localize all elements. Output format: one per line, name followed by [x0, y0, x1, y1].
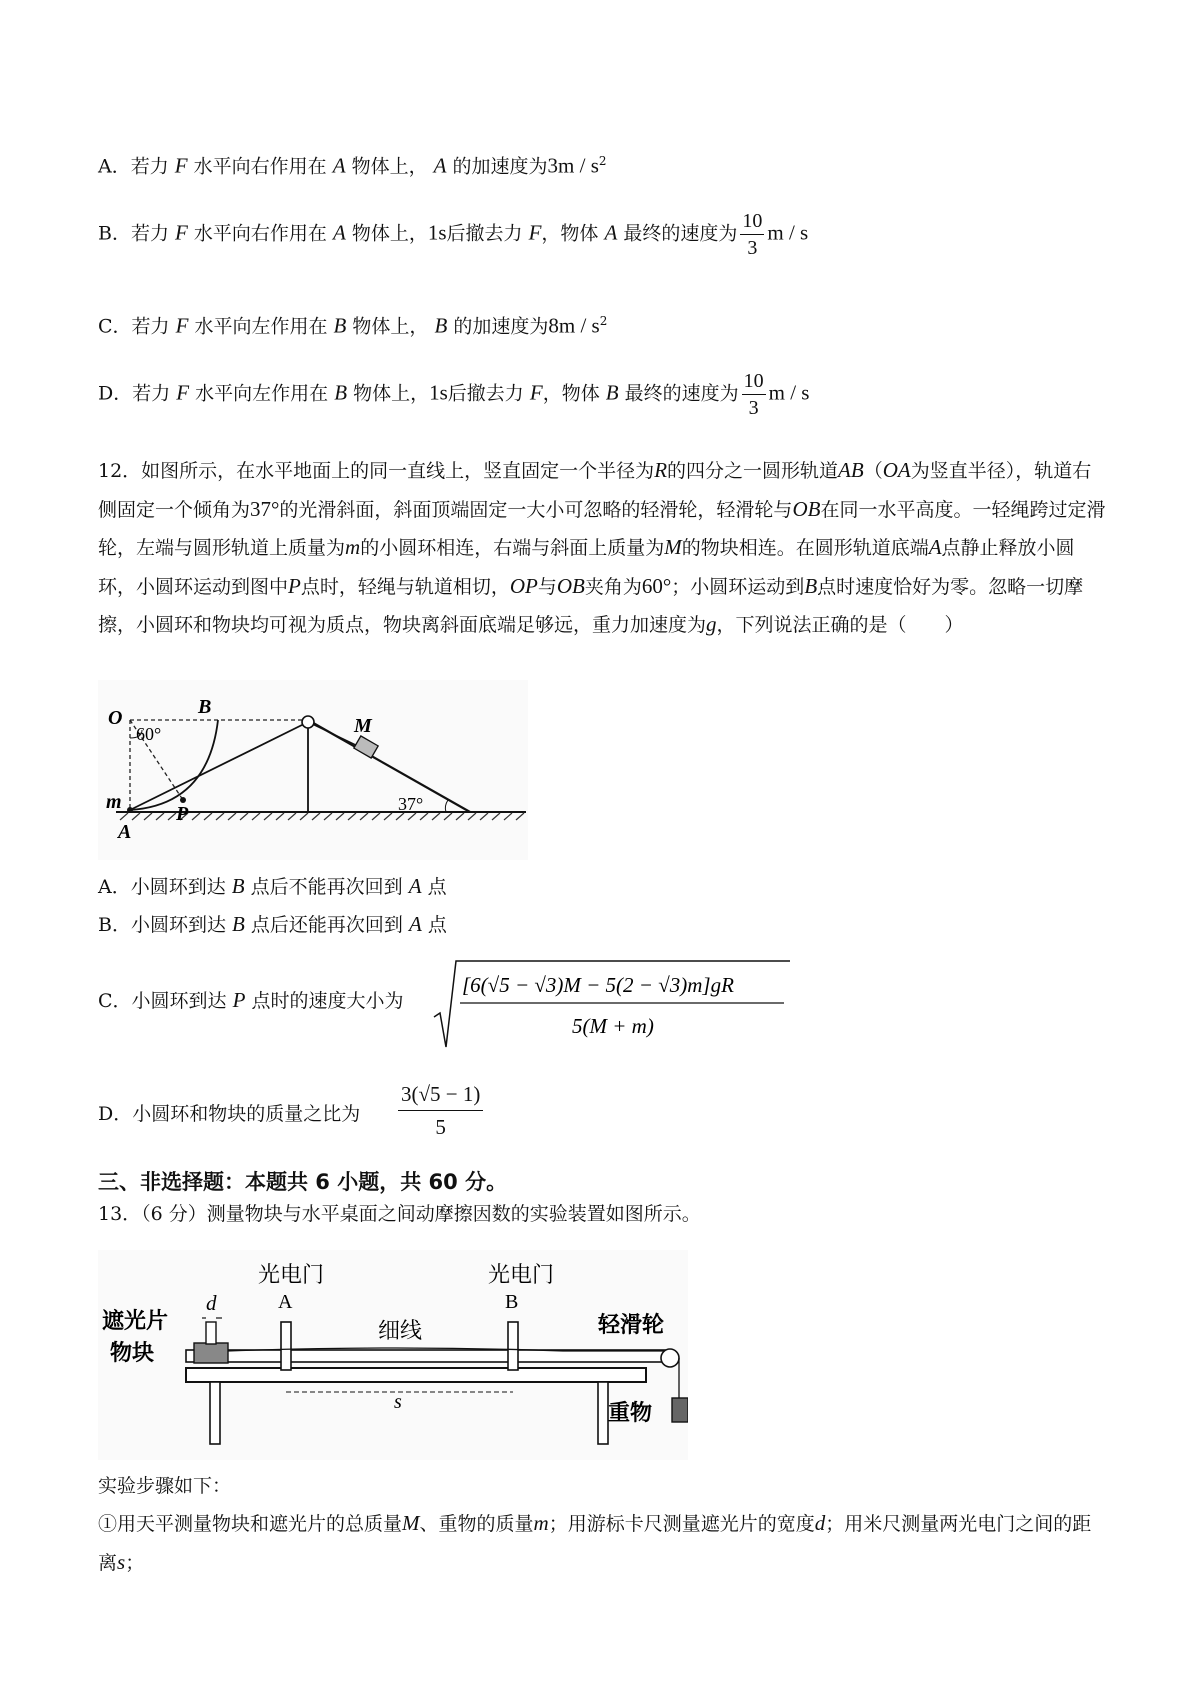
sqrt-numerator: [6(√5 − √3)M − 5(2 − √3)m]gR	[462, 973, 734, 997]
q11-option-b: B．若力 F 水平向右作用在 A 物体上，1s后撤去力 F，物体 A 最终的速度为 $\frac{10}{3}$ m / s	[98, 210, 809, 259]
sqrt-expression-c	[432, 955, 792, 1051]
fig-d-label: d	[206, 1291, 217, 1315]
q13-title: 13．（6 分）测量物块与水平桌面之间动摩擦因数的实验装置如图所示。	[98, 1203, 701, 1225]
fig-label-p: P	[176, 803, 189, 825]
fig-label-b: B	[198, 696, 212, 718]
fig-label-60: 60°	[136, 724, 162, 744]
fraction-d	[398, 1082, 483, 1140]
fig-shade-label: 遮光片	[102, 1309, 169, 1334]
fig-label-m-big: M	[354, 715, 372, 737]
fig-label-37: 37°	[398, 794, 424, 814]
fig-block-label: 物块	[110, 1341, 155, 1366]
q12-figure	[98, 680, 528, 860]
fig-gate-a-text: 光电门	[258, 1263, 325, 1288]
fig-label-a: A	[118, 821, 132, 843]
sqrt-denominator: 5(M + m)	[572, 1014, 654, 1038]
q11-option-a: A．若力 F 水平向右作用在 A 物体上， A 的加速度为$3m / s^2$	[98, 153, 607, 178]
fig-label-o: O	[108, 707, 123, 729]
fig-thread-label: 细线	[378, 1319, 423, 1344]
q12-option-c: C．小圆环到达 P 点时的速度大小为	[98, 988, 404, 1012]
fig-weight-label: 重物	[608, 1401, 653, 1426]
fig-label-m-small: m	[106, 791, 122, 813]
q11-option-d: D．若力 F 水平向左作用在 B 物体上，1s后撤去力 F，物体 B 最终的速度为 $\frac{10}{3}$ m / s	[98, 370, 810, 419]
q12-option-a: A．小圆环到达 B 点后不能再次回到 A 点	[98, 874, 447, 898]
q13-step1: ①用天平测量物块和遮光片的总质量M、重物的质量m；用游标卡尺测量遮光片的宽度d；用米尺测量两光电门之间的距离s；	[98, 1511, 1092, 1574]
q11-option-c: C．若力 F 水平向左作用在 B 物体上， B 的加速度为$8m / s^2$	[98, 313, 608, 338]
fraction: $\frac{10}{3}$	[742, 210, 763, 259]
fraction-numerator: 3(√5 − 1)	[398, 1082, 483, 1111]
q12-option-b: B．小圆环到达 B 点后还能再次回到 A 点	[98, 912, 447, 936]
fig-s-label: s	[394, 1391, 402, 1413]
q13-steps-heading: 实验步骤如下：	[98, 1475, 232, 1497]
q13-figure	[98, 1250, 688, 1460]
fig-gate-b-letter: B	[505, 1291, 519, 1313]
fig-pulley-label: 轻滑轮	[598, 1313, 665, 1338]
fig-gate-b-text: 光电门	[488, 1263, 555, 1288]
section-heading: 三、非选择题：本题共 6 小题，共 60 分。	[98, 1170, 508, 1194]
fig-gate-a-letter: A	[278, 1291, 293, 1313]
q12-option-d: D．小圆环和物块的质量之比为	[98, 1103, 361, 1125]
fraction: $\frac{10}{3}$	[743, 370, 764, 419]
q12-stem: 12．如图所示，在水平地面上的同一直线上，竖直固定一个半径为R的四分之一圆形轨道AB（OA为竖直半径），轨道右侧固定一个倾角为37°的光滑斜面，斜面顶端固定一大小可忽略的轻滑轮，轻滑轮与OB在同一水平高度。一轻绳跨过定滑轮，左端与圆形轨道上质量为m的小圆环相连，右端与斜面上质量为M的物块相连。在圆形轨道底端A点静止释放小圆环，小圆环运动到图中P点时，轻绳与轨道相切，OP与OB夹角为60°；小圆环运动到B点时速度恰好为零。忽略一切摩擦，小圆环和物块均可视为质点，物块离斜面底端足够远，重力加速度为g，下列说法正确的是（ ）	[98, 458, 1106, 636]
fraction-denominator: 5	[435, 1115, 446, 1139]
